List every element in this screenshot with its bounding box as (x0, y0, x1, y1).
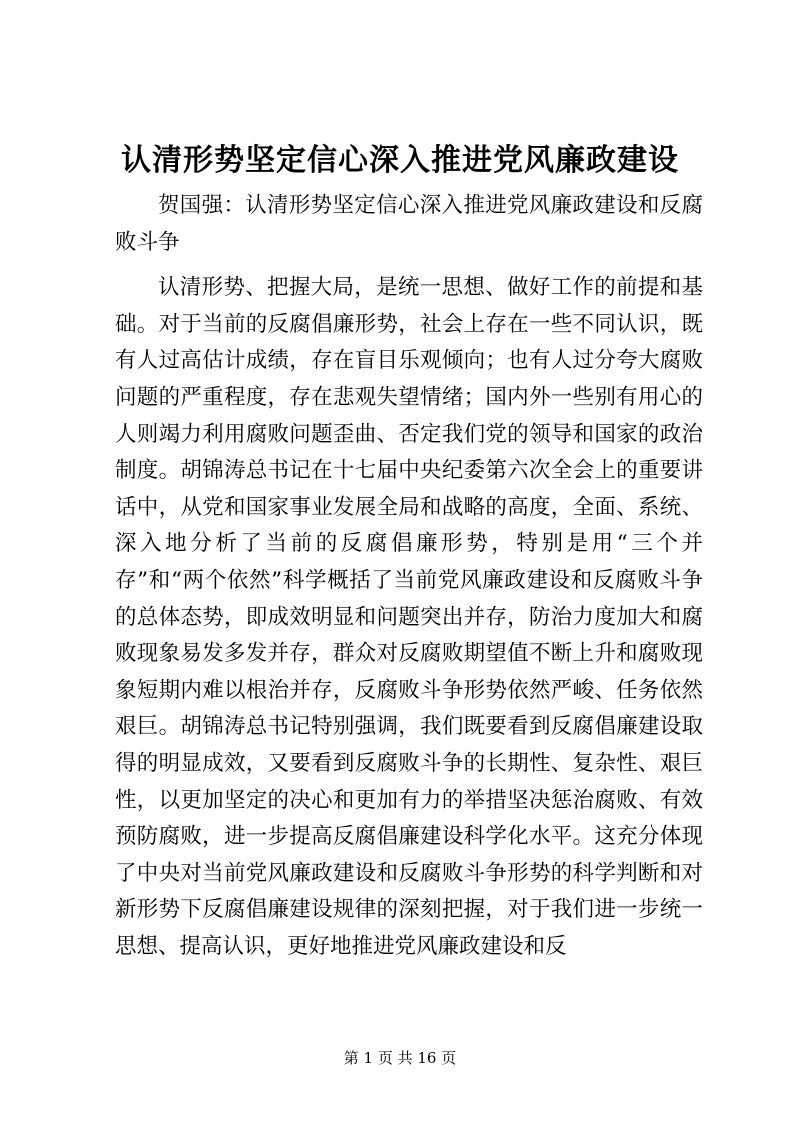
document-body (115, 188, 703, 965)
document-subtitle: 贺国强：认清形势坚定信心深入推进党风廉政建设和反腐败斗争 (115, 193, 703, 255)
body-paragraph: 认清形势、把握大局，是统一思想、做好工作的前提和基础。对于当前的反腐倡廉形势，社会上存在一些不同认识，既有人过高估计成绩，存在盲目乐观倾向；也有人过分夸大腐败问题的严重程度，存在悲观失望情绪；国内外一些别有用心的人则竭力利用腐败问题歪曲、否定我们党的领导和国家的政治制度。胡锦涛总书记在十七届中央纪委第六次全会上的重要讲话中，从党和国家事业发展全局和战略的高度，全面、系统、深入地分析了当前的反腐倡廉形势，特别是用“三个并存”和“两个依然”科学概括了当前党风廉政建设和反腐败斗争的总体态势，即成效明显和问题突出并存，防治力度加大和腐败现象易发多发并存，群众对反腐败期望值不断上升和腐败现象短期内难以根治并存，反腐败斗争形势依然严峻、任务依然艰巨。胡锦涛总书记特别强调，我们既要看到反腐倡廉建设取得的明显成效，又要看到反腐败斗争的长期性、复杂性、艰巨性，以更加坚定的决心和更加有力的举措坚决惩治腐败、有效预防腐败，进一步提高反腐倡廉建设科学化水平。这充分体现了中央对当前党风廉政建设和反腐败斗争形势的科学判断和对新形势下反腐倡廉建设规律的深刻把握，对于我们进一步统一思想、提高认识，更好地推进党风廉政建设和反 (115, 275, 703, 959)
page-number-footer: 第 1 页 共 16 页 (343, 1049, 457, 1067)
document-title: 认清形势坚定信心深入推进党风廉政建设 (121, 143, 679, 178)
